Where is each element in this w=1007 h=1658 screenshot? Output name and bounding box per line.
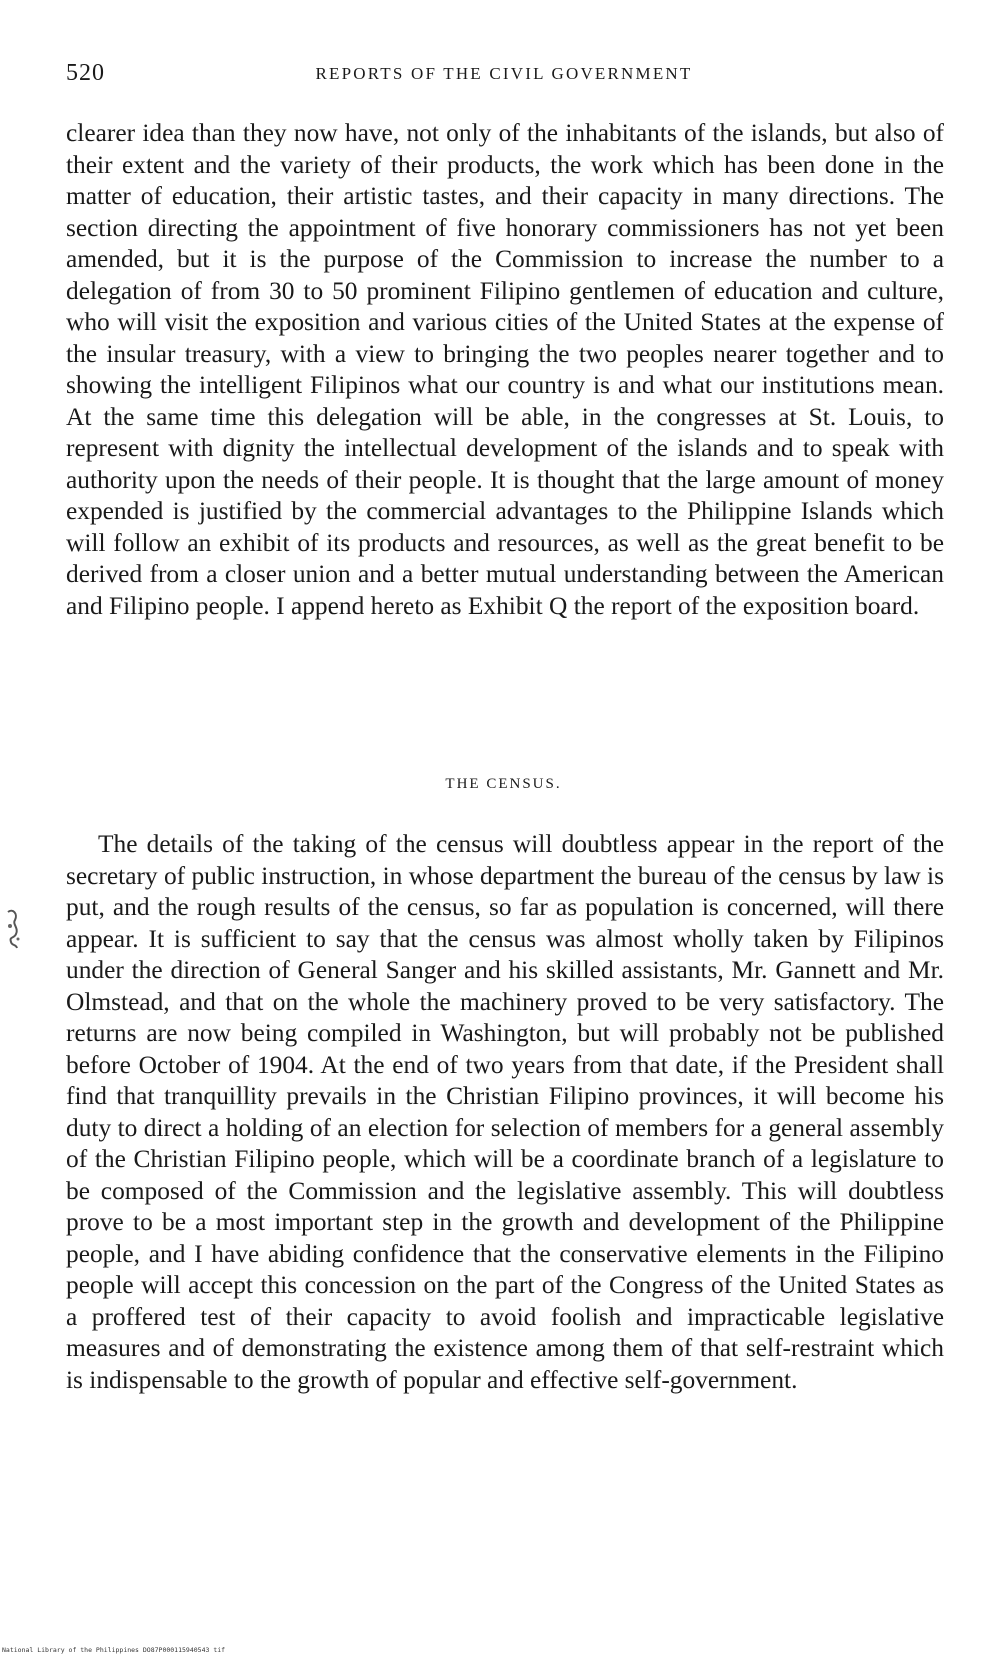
page-number: 520 (66, 60, 105, 86)
scan-credit-footer: National Library of the Philippines DO87P000115940543 tif (2, 1646, 226, 1654)
section-heading: THE CENSUS. (445, 776, 562, 792)
margin-blot-mark (4, 906, 22, 950)
running-head-title: REPORTS OF THE CIVIL GOVERNMENT (315, 64, 693, 83)
running-head (66, 60, 942, 94)
body-paragraph-exposition: clearer idea than they now have, not only of the inhabitants of the islands, but also of their extent and the variety of their products, the work which has been done in the matter of education, their artistic tastes, and their capacity in many directions. The section directing the appointment of five honorary commissioners has not yet been amended, but it is the purpose of the Commission to increase the number to a delegation of from 30 to 50 prominent Filipino gentlemen of education and culture, who will visit the exposition and various cities of the United States at the expense of the insular treasury, with a view to bringing the two peoples nearer together and to showing the intelligent Filipinos what our country is and what our institutions mean. At the same time this delegation will be able, in the congresses at St. Louis, to represent with dignity the intellectual development of the islands and to speak with authority upon the needs of their people. It is thought that the large amount of money expended is justified by the commercial advantages to the Philippine Islands which will follow an exhibit of its products and resources, as well as the great benefit to be derived from a closer union and a better mutual understanding between the American and Filipino people. I append hereto as Exhibit Q the report of the exposition board. (66, 119, 944, 620)
body-paragraph-census: The details of the taking of the census will doubtless appear in the report of the secretary of public instruction, in whose department the bureau of the census by law is put, and the rough results of the census, so far as population is concerned, will there appear. It is sufficient to say that the census was almost wholly taken by Filipinos under the direction of General Sanger and his skilled assistants, Mr. Gannett and Mr. Olmstead, and that on the whole the machinery proved to be very satisfactory. The returns are now being compiled in Washington, but will probably not be published before October of 1904. At the end of two years from that date, if the President shall find that tranquillity prevails in the Christian Filipino provinces, it will become his duty to direct a holding of an election for selection of members for a general assembly of the Christian Filipino people, which will be a coordinate branch of a legislature to be composed of the Commission and the legislative assembly. This will doubtless prove to be a most important step in the growth and development of the Philippine people, and I have abiding confidence that the conservative elements in the Filipino people will accept this concession on the part of the Congress of the United States as a proffered test of their capacity to avoid foolish and impracticable legislative measures and of demonstrating the existence among them of that self-restraint which is indispensable to the growth of popular and effective self-government. (66, 830, 944, 1394)
